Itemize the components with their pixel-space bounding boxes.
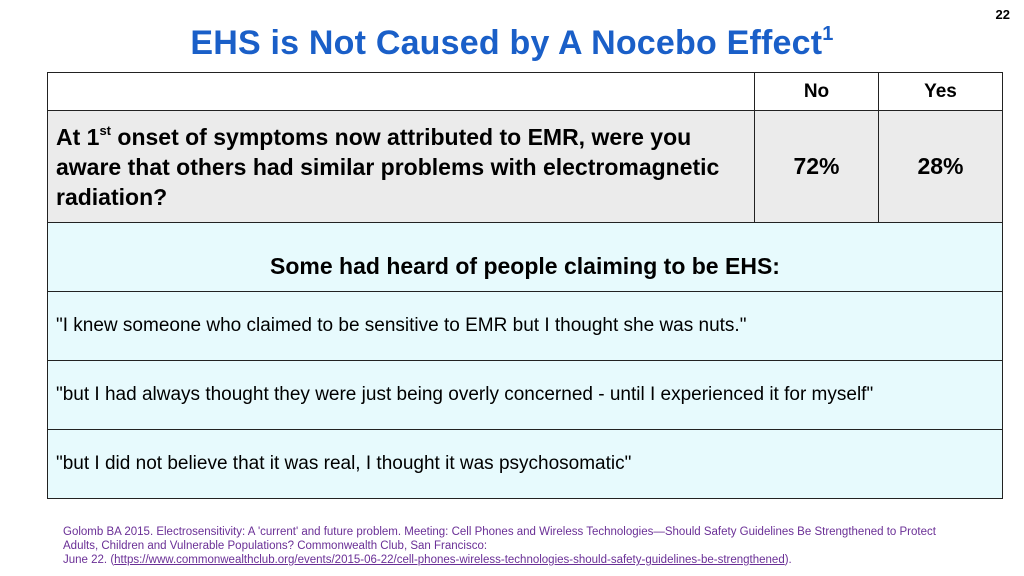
question-text: onset of symptoms now attributed to EMR, were you aware that others had similar problems with electromagnetic radiation?: [56, 123, 720, 210]
citation-close: ).: [784, 554, 792, 566]
header-empty-cell: [48, 73, 755, 111]
slide-title: [0, 24, 1024, 63]
answer-no-value: 72%: [755, 111, 879, 223]
quote-text: "but I did not believe that it was real, I thought it was psychosomatic": [48, 430, 1003, 499]
quote-row: [48, 292, 1003, 361]
citation-date: June 22. (: [63, 554, 115, 566]
question-row: [48, 111, 1003, 223]
question-prefix: At 1: [56, 123, 100, 150]
subheading-cell: [48, 223, 1003, 292]
title-footnote-marker: 1: [822, 23, 834, 45]
question-ordinal-suffix: st: [99, 122, 112, 138]
header-no: No: [755, 73, 879, 111]
quote-text: "I knew someone who claimed to be sensitive to EMR but I thought she was nuts.": [48, 292, 1003, 361]
table-header-row: [48, 73, 1003, 111]
question-cell: [48, 111, 755, 223]
page-number: 22: [995, 7, 1010, 22]
survey-table: [47, 72, 1003, 499]
citation-text: Golomb BA 2015. Electrosensitivity: A 'current' and future problem. Meeting: Cell Phones and Wireless Technologies—Should Safety Guidelines Be Strengthened to Protect Adults, Children and Vulnerable Populations? Commonwealth Club, San Francisco:: [63, 526, 936, 552]
citation: [63, 525, 963, 567]
answer-yes-value: 28%: [879, 111, 1003, 223]
header-yes: Yes: [879, 73, 1003, 111]
quote-text: "but I had always thought they were just being overly concerned - until I experienced it for myself": [48, 361, 1003, 430]
quote-row: [48, 430, 1003, 499]
citation-link[interactable]: https://www.commonwealthclub.org/events/2015-06-22/cell-phones-wireless-technologies-should-safety-guidelines-be-strengthened: [114, 554, 785, 566]
quote-row: [48, 361, 1003, 430]
subheading-row: [48, 223, 1003, 292]
slide-title-text: EHS is Not Caused by A Nocebo Effect: [190, 24, 823, 62]
subheading-text: Some had heard of people claiming to be EHS:: [270, 253, 780, 279]
